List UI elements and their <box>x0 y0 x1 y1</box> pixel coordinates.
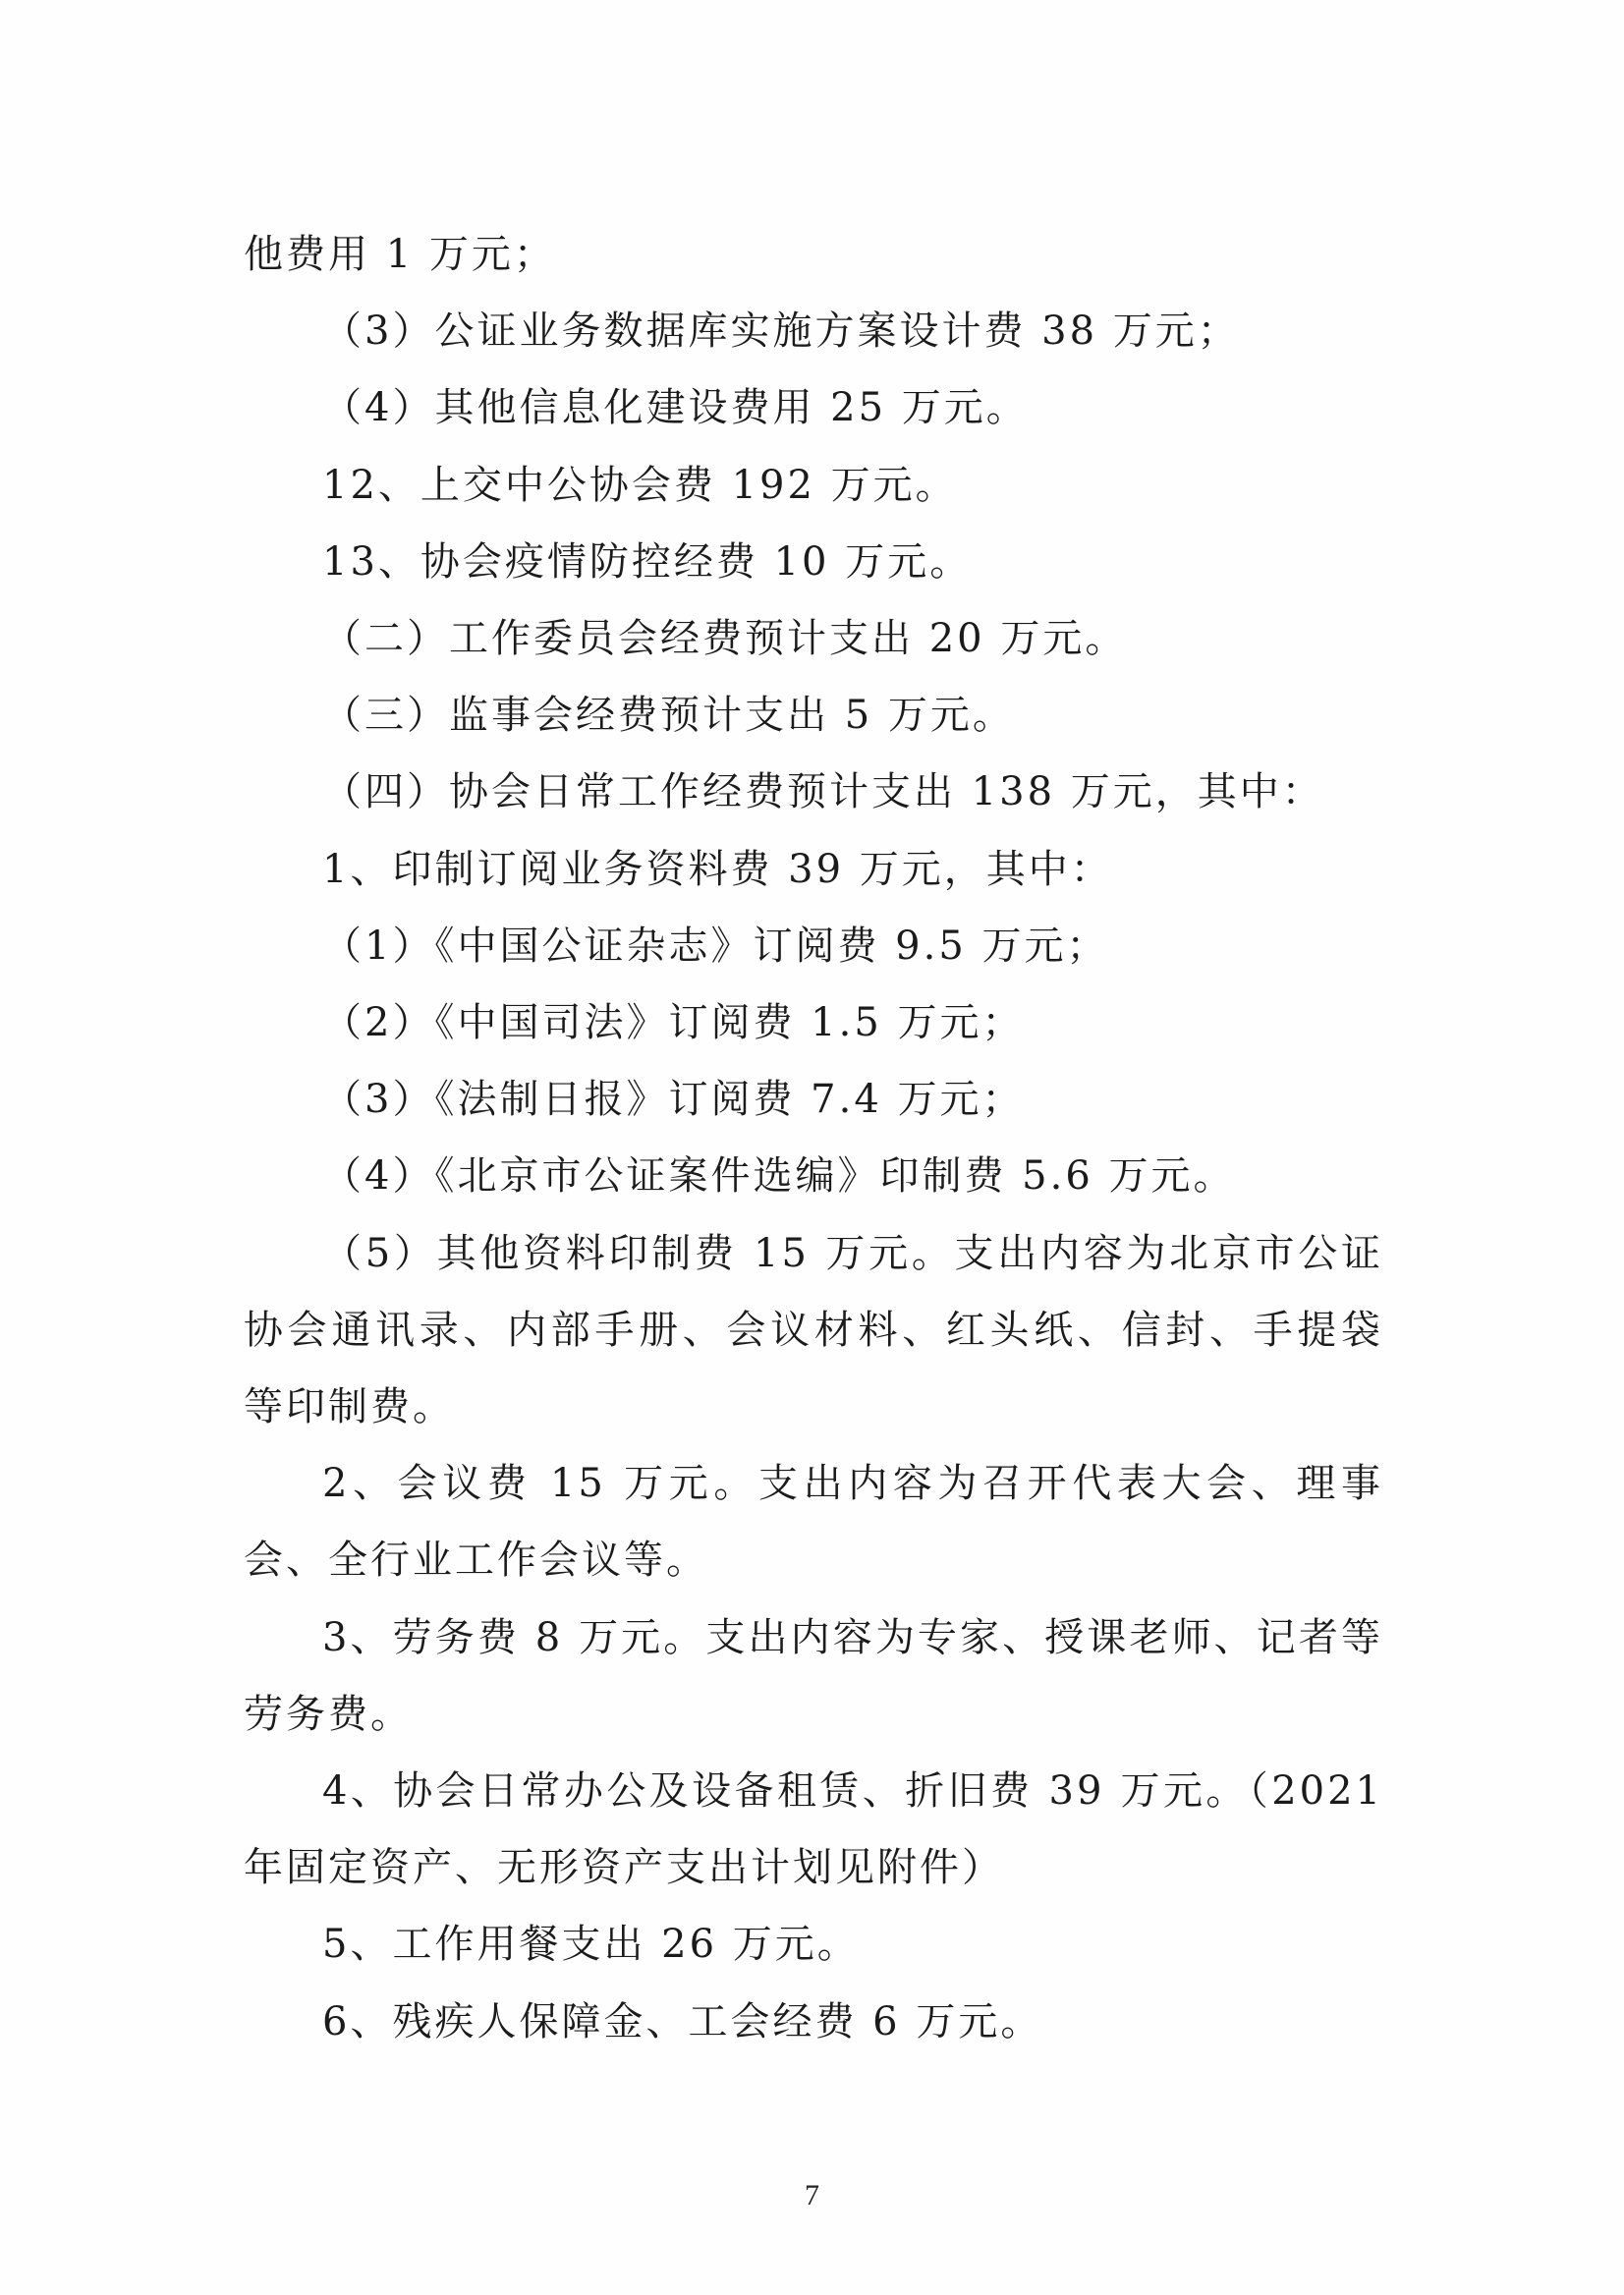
paragraph-sub-6: 6、残疾人保障金、工会经费 6 万元。 <box>322 1998 1043 2044</box>
paragraph-sub-1-1: （1）《中国公证杂志》订阅费 9.5 万元； <box>322 923 1109 969</box>
paragraph-sub-1-5: （5）其他资料印制费 15 万元。支出内容为北京市公证协会通讯录、内部手册、会议材料、红头纸、信封、手提袋等印制费。 <box>244 1230 1383 1430</box>
paragraph-sub-4: 4、协会日常办公及设备租赁、折旧费 39 万元。（2021 年固定资产、无形资产支出计划见附件） <box>244 1768 1383 1891</box>
paragraph-sub-1: 1、印制订阅业务资料费 39 万元，其中： <box>322 846 1113 892</box>
paragraph-sub-1-3: （3）《法制日报》订阅费 7.4 万元； <box>322 1077 1025 1123</box>
paragraph-item-3: （3）公证业务数据库实施方案设计费 38 万元； <box>322 308 1240 355</box>
paragraph-sub-1-4: （4）《北京市公证案件选编》印制费 5.6 万元。 <box>322 1153 1236 1200</box>
paragraph-sub-2: 2、会议费 15 万元。支出内容为召开代表大会、理事会、全行业工作会议等。 <box>244 1461 1383 1584</box>
paragraph-sub-1-2: （2）《中国司法》订阅费 1.5 万元； <box>322 1000 1025 1046</box>
paragraph-continuation: 他费用 1 万元； <box>244 232 556 277</box>
paragraph-item-12: 12、上交中公协会费 192 万元。 <box>322 462 958 508</box>
paragraph-section-3: （三）监事会经费预计支出 5 万元。 <box>322 693 1015 739</box>
paragraph-sub-5: 5、工作用餐支出 26 万元。 <box>322 1922 860 1968</box>
paragraph-item-4: （4）其他信息化建设费用 25 万元。 <box>322 385 1029 431</box>
body-text <box>244 216 1383 2060</box>
paragraph-sub-3: 3、劳务费 8 万元。支出内容为专家、授课老师、记者等劳务费。 <box>244 1614 1383 1737</box>
paragraph-section-2: （二）工作委员会经费预计支出 20 万元。 <box>322 616 1128 662</box>
paragraph-item-13: 13、协会疫情防控经费 10 万元。 <box>322 538 973 585</box>
page-number: 7 <box>805 2179 819 2211</box>
paragraph-section-4: （四）协会日常工作经费预计支出 138 万元，其中： <box>322 769 1324 815</box>
